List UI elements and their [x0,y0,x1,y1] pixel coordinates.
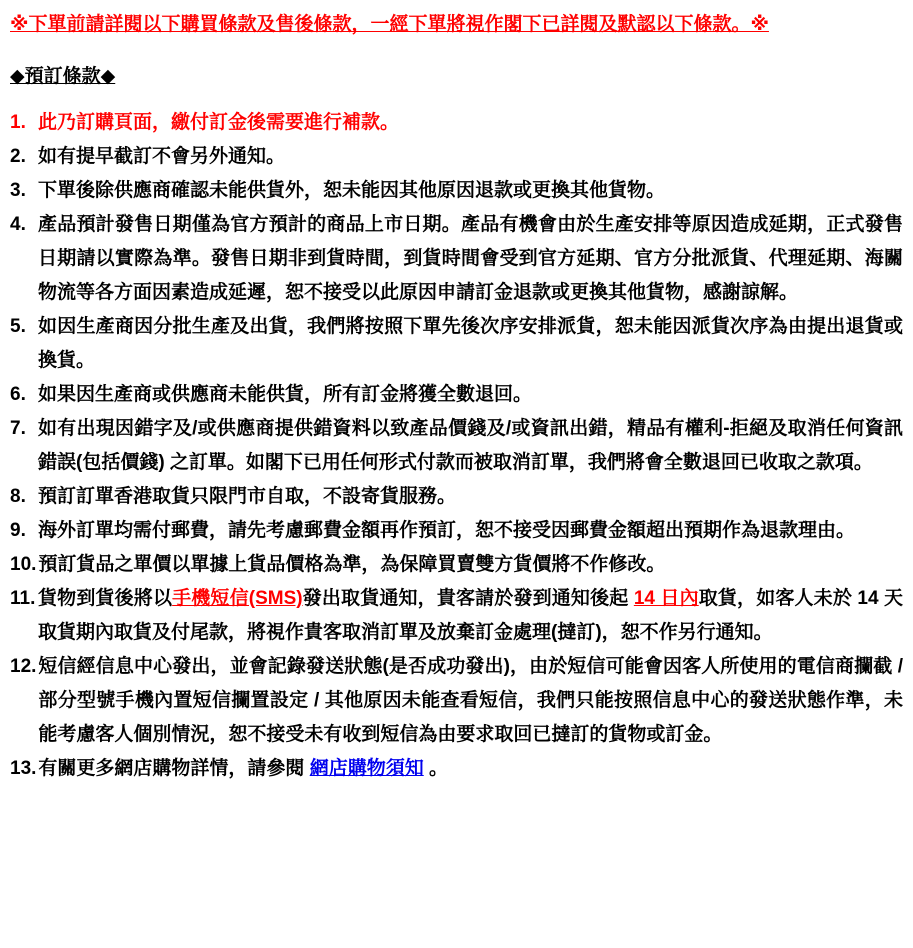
term-number: 6. [10,384,26,405]
term-segment: 。 [423,758,448,779]
term-segment: 短信經信息中心發出，並會記錄發送狀態(是否成功發出)，由於短信可能會因客人所使用的電信商攔截 / 部分型號手機內置短信攔置設定 / 其他原因未能查看短信，我們只能按照信息中心的發送狀態作準，未能考慮客人個別情況，恕不接受未有收到短信為由要求取回已撻訂的貨物或訂金。 [38,656,903,745]
term-text [38,480,903,514]
term-text [38,582,903,650]
term-text [38,650,903,752]
purchase-notice-header: ※下單前請詳閱以下購買條款及售後條款，一經下單將視作閣下已詳閱及默認以下條款。※ [10,14,769,35]
term-number: 12. [10,656,37,677]
term-item-7 [10,412,903,480]
term-number: 8. [10,486,26,507]
term-number: 13. [10,758,37,779]
term-text [38,140,903,174]
term-text [38,514,903,548]
shop-guide-link[interactable]: 網店購物須知 [309,758,424,779]
term-segment: 如因生產商因分批生產及出貨，我們將按照下單先後次序安排派貨，恕未能因派貨次序為由提出退貨或換貨。 [38,316,903,371]
term-segment: 取貨，如客人未於 14 天取貨期內取貨及付尾款，將視作貴客取消訂單及放棄訂金處理(撻訂)，恕不作另行通知。 [38,588,903,643]
term-number: 1. [10,112,26,133]
term-item-13 [10,752,903,786]
term-text [38,548,903,582]
term-item-3 [10,174,903,208]
term-number: 5. [10,316,26,337]
term-item-8 [10,480,903,514]
term-item-2 [10,140,903,174]
term-item-5 [10,310,903,378]
term-text [38,310,903,378]
term-text [38,208,903,310]
term-item-10 [10,548,903,582]
term-segment: 此乃訂購頁面，繳付訂金後需要進行補款。 [38,112,400,133]
term-item-12 [10,650,903,752]
term-number: 11. [10,588,36,609]
term-segment: 產品預計發售日期僅為官方預計的商品上市日期。產品有機會由於生產安排等原因造成延期，正式發售日期請以實際為準。發售日期非到貨時間，到貨時間會受到官方延期、官方分批派貨、代理延期、海關物流等各方面因素造成延遲，恕不接受以此原因申請訂金退款或更換其他貨物，感謝諒解。 [38,214,903,303]
term-segment: 14 日內 [633,588,699,609]
term-item-11 [10,582,903,650]
term-number: 9. [10,520,26,541]
term-segment: 貨物到貨後將以 [38,588,173,609]
term-segment: 預訂貨品之單價以單據上貨品價格為準，為保障買賣雙方貨價將不作修改。 [38,554,666,575]
term-text [38,752,903,786]
term-text [38,378,903,412]
term-segment: 手機短信(SMS) [172,588,303,609]
term-segment: 如果因生產商或供應商未能供貨，所有訂金將獲全數退回。 [38,384,533,405]
term-segment: 預訂訂單香港取貨只限門市自取，不設寄貨服務。 [38,486,457,507]
term-segment: 海外訂單均需付郵費，請先考慮郵費金額再作預訂，恕不接受因郵費金額超出預期作為退款理由。 [38,520,856,541]
term-segment: 下單後除供應商確認未能供貨外，恕未能因其他原因退款或更換其他貨物。 [38,180,666,201]
term-number: 4. [10,214,26,235]
term-segment: 有關更多網店購物詳情，請參閱 [38,758,310,779]
term-number: 2. [10,146,26,167]
term-text [38,412,903,480]
term-number: 7. [10,418,26,439]
term-segment: 發出取貨通知，貴客請於發到通知後起 [302,588,634,609]
term-item-4 [10,208,903,310]
section-title-preorder-terms: ◆預訂條款◆ [10,66,116,87]
term-item-9 [10,514,903,548]
term-number: 3. [10,180,26,201]
term-segment: 如有提早截訂不會另外通知。 [38,146,286,167]
term-segment: 如有出現因錯字及/或供應商提供錯資料以致產品價錢及/或資訊出錯，精品有權利-拒絕及取消任何資訊錯誤(包括價錢) 之訂單。如閣下已用任何形式付款而被取消訂單，我們將會全數退回已收取之款項。 [38,418,903,473]
term-item-6 [10,378,903,412]
term-text [38,174,903,208]
term-number: 10. [10,554,37,575]
term-text [38,106,903,140]
terms-list [10,106,903,786]
term-item-1 [10,106,903,140]
